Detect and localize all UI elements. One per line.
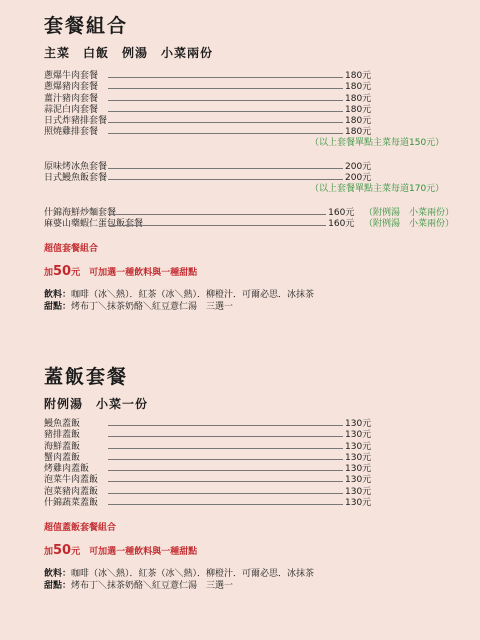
leader-line xyxy=(108,418,343,426)
item-price: 160元 xyxy=(328,219,355,230)
group-note: （以上套餐單點主菜每道150元） xyxy=(310,137,445,148)
addon-suffix: 元 可加選一種飲料與一種甜點 xyxy=(71,268,198,278)
menu-item xyxy=(44,218,454,229)
drinks-text: 咖啡（冰＼熱）．紅茶（冰＼熱）．柳橙汁．可爾必思．冰抹茶 xyxy=(71,290,315,300)
item-price: 130元 xyxy=(345,498,372,509)
set-menu-section xyxy=(44,14,454,61)
rice-menu-title: 蓋飯套餐 xyxy=(44,366,129,388)
drinks-line xyxy=(44,568,454,580)
item-name: 什錦蔬菜蓋飯 xyxy=(44,498,99,509)
menu-item xyxy=(44,70,454,81)
group-note: （以上套餐單點主菜每道170元） xyxy=(310,183,445,194)
drinks-label: 飲料： xyxy=(44,569,72,579)
drinks-text: 咖啡（冰＼熱）．紅茶（冰＼熱）．柳橙汁．可爾必思．冰抹茶 xyxy=(71,569,315,579)
item-name: 泡菜豬肉蓋飯 xyxy=(44,486,99,497)
leader-line xyxy=(108,463,343,471)
item-name: 鰻魚蓋飯 xyxy=(44,419,81,429)
menu-item xyxy=(44,93,454,104)
item-price: 130元 xyxy=(345,464,372,475)
leader-line xyxy=(108,429,343,437)
menu-item xyxy=(44,497,454,508)
menu-item xyxy=(44,418,454,429)
item-price: 180元 xyxy=(345,127,372,138)
addon-offer xyxy=(44,264,454,279)
menu-item xyxy=(44,115,454,126)
item-name: 什錦海鮮炒麵套餐 xyxy=(44,208,117,218)
addon-offer xyxy=(44,543,454,558)
item-name: 麻婆山藥蝦仁蛋包飯套餐 xyxy=(44,219,144,230)
item-price: 180元 xyxy=(345,71,372,81)
leader-line xyxy=(108,172,343,180)
set-menu-group3 xyxy=(44,207,454,230)
item-name: 照燒雞排套餐 xyxy=(44,127,99,138)
leader-line xyxy=(108,104,343,112)
item-price: 180元 xyxy=(345,93,372,104)
item-price: 200元 xyxy=(345,162,372,172)
menu-item xyxy=(44,161,454,172)
leader-line xyxy=(108,70,343,78)
item-name: 薑汁豬肉套餐 xyxy=(44,93,99,104)
leader-line xyxy=(108,93,343,101)
set-menu-title: 套餐組合 xyxy=(44,15,129,37)
menu-item xyxy=(44,463,454,474)
item-name: 蒜泥白肉套餐 xyxy=(44,104,99,115)
set-menu-group1 xyxy=(44,70,454,149)
rice-menu-section xyxy=(44,365,454,412)
desserts-text: 烤布丁＼抹茶奶酪＼紅豆薏仁湯 三選一 xyxy=(71,581,234,591)
menu-item xyxy=(44,429,454,440)
item-price: 160元 xyxy=(328,208,355,218)
item-price: 130元 xyxy=(345,441,372,452)
leader-line xyxy=(108,115,343,123)
item-price: 130元 xyxy=(345,419,372,429)
item-price: 200元 xyxy=(345,173,372,184)
item-price: 130元 xyxy=(345,475,372,486)
item-name: 日式鰻魚飯套餐 xyxy=(44,173,108,184)
item-name: 蔥爆牛肉套餐 xyxy=(44,71,99,81)
item-note: （附例湯 小菜兩份） xyxy=(363,219,454,230)
leader-line xyxy=(108,474,343,482)
menu-item xyxy=(44,126,454,137)
menu-item xyxy=(44,452,454,463)
rice-menu-subtitle: 附例湯 小菜一份 xyxy=(44,397,149,411)
rice-menu-promo xyxy=(44,520,454,592)
desserts-label: 甜點： xyxy=(44,581,72,591)
item-price: 180元 xyxy=(345,104,372,115)
addon-amount: 50 xyxy=(53,543,72,558)
item-note: （附例湯 小菜兩份） xyxy=(363,208,454,218)
menu-item xyxy=(44,207,454,218)
drinks-label: 飲料： xyxy=(44,290,72,300)
menu-item xyxy=(44,474,454,485)
set-menu-subtitle: 主菜 白飯 例湯 小菜兩份 xyxy=(44,46,214,60)
leader-line xyxy=(108,161,343,169)
leader-line xyxy=(108,126,343,134)
leader-line xyxy=(108,452,343,460)
leader-line xyxy=(108,207,326,215)
item-price: 130元 xyxy=(345,452,372,463)
item-price: 180元 xyxy=(345,116,372,127)
promo-title: 超值套餐組合 xyxy=(44,244,99,254)
leader-line xyxy=(108,441,343,449)
menu-item xyxy=(44,172,454,183)
item-name: 烤雞肉蓋飯 xyxy=(44,464,90,475)
leader-line xyxy=(108,218,326,226)
addon-amount: 50 xyxy=(53,264,72,279)
menu-item xyxy=(44,104,454,115)
item-name: 蟹肉蓋飯 xyxy=(44,452,81,463)
item-price: 180元 xyxy=(345,82,372,93)
item-name: 日式炸豬排套餐 xyxy=(44,116,108,127)
desserts-line xyxy=(44,580,454,592)
menu-item xyxy=(44,81,454,92)
item-name: 泡菜牛肉蓋飯 xyxy=(44,475,99,486)
addon-suffix: 元 可加選一種飲料與一種甜點 xyxy=(71,547,198,557)
leader-line xyxy=(108,81,343,89)
desserts-label: 甜點： xyxy=(44,302,72,312)
promo-title: 超值蓋飯套餐組合 xyxy=(44,523,117,533)
item-price: 130元 xyxy=(345,430,372,441)
drinks-line xyxy=(44,289,454,301)
item-name: 原味烤冰魚套餐 xyxy=(44,162,108,172)
item-name: 海鮮蓋飯 xyxy=(44,441,81,452)
leader-line xyxy=(108,486,343,494)
menu-item xyxy=(44,441,454,452)
set-menu-promo xyxy=(44,241,454,313)
item-name: 豬排蓋飯 xyxy=(44,430,81,441)
addon-prefix: 加 xyxy=(44,268,54,278)
item-price: 130元 xyxy=(345,486,372,497)
desserts-line xyxy=(44,301,454,313)
item-name: 蔥爆豬肉套餐 xyxy=(44,82,99,93)
addon-prefix: 加 xyxy=(44,547,54,557)
rice-menu-list xyxy=(44,418,454,508)
menu-item xyxy=(44,486,454,497)
desserts-text: 烤布丁＼抹茶奶酪＼紅豆薏仁湯 三選一 xyxy=(71,302,234,312)
set-menu-group2 xyxy=(44,161,454,195)
leader-line xyxy=(108,497,343,505)
